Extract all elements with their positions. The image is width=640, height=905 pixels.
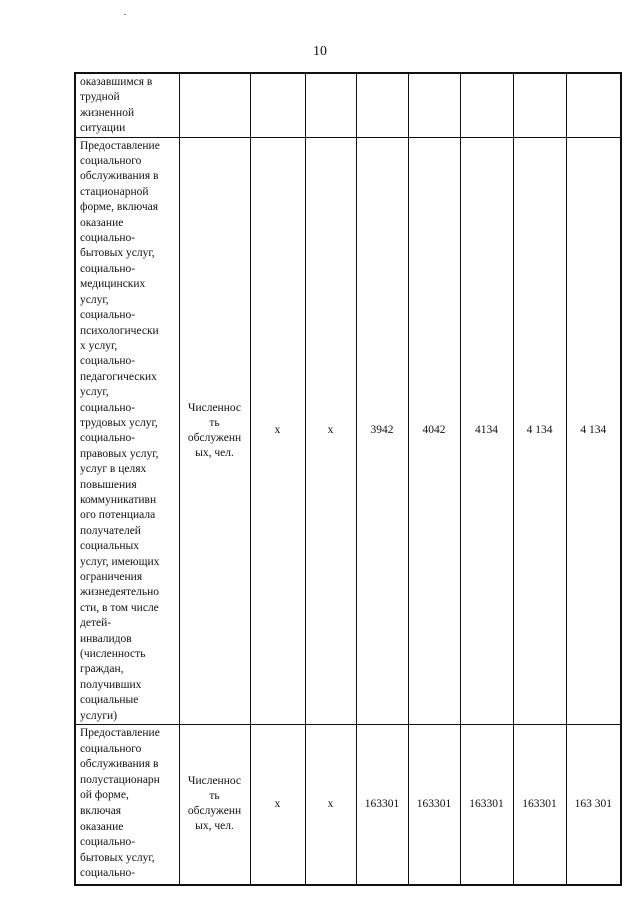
value-cell: х [305,725,356,885]
table-row [75,73,621,137]
value-cell [566,73,621,137]
value-cell: 3942 [356,137,408,724]
value-cell: 163301 [408,725,460,885]
value-cell: 163301 [460,725,513,885]
value-cell: 4042 [408,137,460,724]
value-cell: 163301 [513,725,566,885]
unit-cell: Численнос ть обслуженн ых, чел. [179,137,250,724]
value-cell [250,73,305,137]
value-cell: х [305,137,356,724]
value-cell: х [250,137,305,724]
table-row [75,725,621,885]
value-cell: 4134 [460,137,513,724]
service-name-cell: Предоставление социального обслуживания в стационарной форме, включая оказание социально- бытовых услуг, социально- медицинских услуг, социально- психологически х услуг, социально- педагогических услуг, социально- трудовых услуг, социально- правовых услуг, услуг в целях повышения коммуникативн ого потенциала получателей социальных услуг, имеющих ограничения жизнедеятельно сти, в том числе детей- инвалидов (численность граждан, получивших социальные услуги) [75,137,179,724]
page-number: 10 [313,44,327,59]
value-cell [356,73,408,137]
value-cell [305,73,356,137]
value-cell: 163 301 [566,725,621,885]
value-cell: 4 134 [566,137,621,724]
unit-cell [179,73,250,137]
scan-speck [124,14,126,15]
value-cell [408,73,460,137]
table-row [75,137,621,724]
value-cell: х [250,725,305,885]
value-cell: 4 134 [513,137,566,724]
service-name-cell: Предоставление социального обслуживания в полустационарн ой форме, включая оказание социально- бытовых услуг, социально- [75,725,179,885]
value-cell: 163301 [356,725,408,885]
unit-cell: Численнос ть обслуженн ых, чел. [179,725,250,885]
value-cell [460,73,513,137]
value-cell [513,73,566,137]
indicator-table [74,72,622,886]
service-name-cell: оказавшимся в трудной жизненной ситуации [75,73,179,137]
